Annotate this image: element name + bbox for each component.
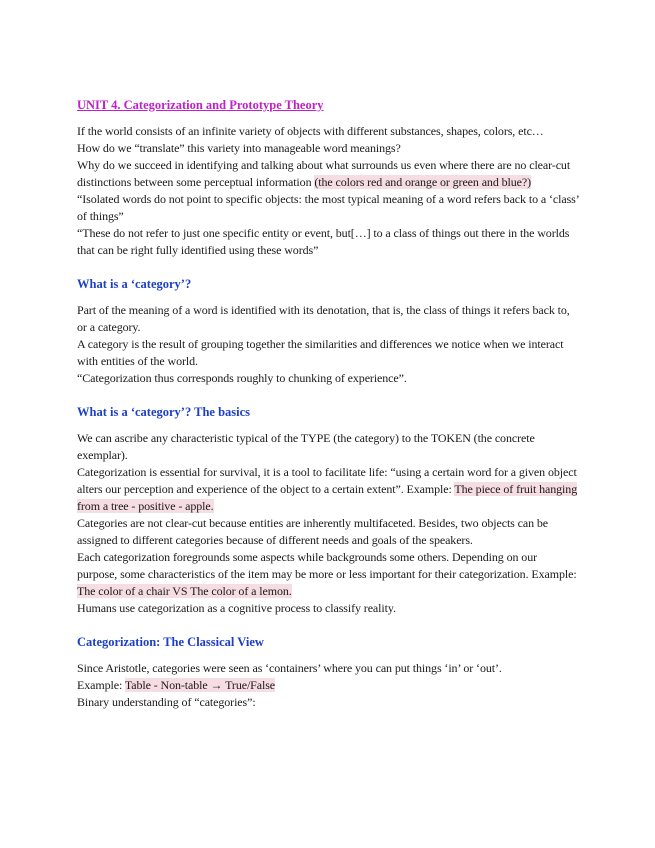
intro-paragraph [77,191,579,225]
intro-body [77,123,579,259]
section-heading: What is a ‘category’? [77,277,192,291]
paragraph-text: Why do we succeed in identifying and talking about what surrounds us even where there are no clear-cut distinctions between some perceptual information [77,158,571,189]
section-paragraph [77,515,579,549]
section-paragraph [77,336,579,370]
paragraph-text: We can ascribe any characteristic typical of the TYPE (the category) to the TOKEN (the concrete exemplar). [77,431,535,462]
section-heading: Categorization: The Classical View [77,635,264,649]
paragraph-text: Part of the meaning of a word is identified with its denotation, that is, the class of things it refers back to, or a category. [77,303,570,334]
document-title: UNIT 4. Categorization and Prototype Theory [77,98,324,112]
highlighted-example: Table - Non-table → True/False [124,678,276,692]
section-paragraph [77,600,579,617]
highlighted-example: The color of a chair VS The color of a lemon. [77,584,292,598]
paragraph-text: Categories are not clear-cut because entities are inherently multifaceted. Besides, two objects can be assigned to different categories because of different needs and goals of the speakers. [77,516,549,547]
section-3 [77,633,579,711]
paragraph-text: Binary understanding of “categories”: [77,695,256,709]
section-paragraph [77,694,579,711]
intro-paragraph [77,225,579,259]
section-paragraph [77,677,579,694]
paragraph-text: If the world consists of an infinite variety of objects with different substances, shapes, colors, etc… [77,124,544,138]
paragraph-text: Categorization is essential for survival, it is a tool to facilitate life: “using a certain word for a given object alters our perception and experience of the object to a certain extent”. Example: [77,465,577,496]
highlighted-example: The piece of fruit hanging from a tree - positive - apple. [77,482,578,513]
section-paragraph [77,430,579,464]
section-paragraph [77,660,579,677]
section-paragraph [77,302,579,336]
intro-paragraph [77,140,579,157]
paragraph-text: Each categorization foregrounds some aspects while backgrounds some others. Depending on our purpose, some characteristics of the item may be more or less important for their categorization. Example: [77,550,577,581]
paragraph-text: How do we “translate” this variety into manageable word meanings? [77,141,401,155]
section-2 [77,403,579,617]
intro-paragraph [77,123,579,140]
document-page [77,96,579,727]
highlighted-example: (the colors red and orange or green and blue?) [314,175,532,189]
intro-paragraph [77,157,579,191]
section-paragraph [77,549,579,600]
paragraph-text: Humans use categorization as a cognitive process to classify reality. [77,601,396,615]
paragraph-text: A category is the result of grouping together the similarities and differences we notice when we interact with entities of the world. [77,337,564,368]
paragraph-text: “Categorization thus corresponds roughly to chunking of experience”. [77,371,407,385]
section-1 [77,275,579,387]
sections-container [77,275,579,711]
paragraph-text: Since Aristotle, categories were seen as ‘containers’ where you can put things ‘in’ or ‘out’. [77,661,502,675]
section-paragraph [77,370,579,387]
intro-section [77,96,579,259]
paragraph-text: “Isolated words do not point to specific objects: the most typical meaning of a word refers back to a ‘class’ of things” [77,192,579,223]
paragraph-text: “These do not refer to just one specific entity or event, but[…] to a class of things out there in the worlds that can be right fully identified using these words” [77,226,570,257]
paragraph-text: Example: [77,678,125,692]
section-heading: What is a ‘category’? The basics [77,405,251,419]
section-paragraph [77,464,579,515]
